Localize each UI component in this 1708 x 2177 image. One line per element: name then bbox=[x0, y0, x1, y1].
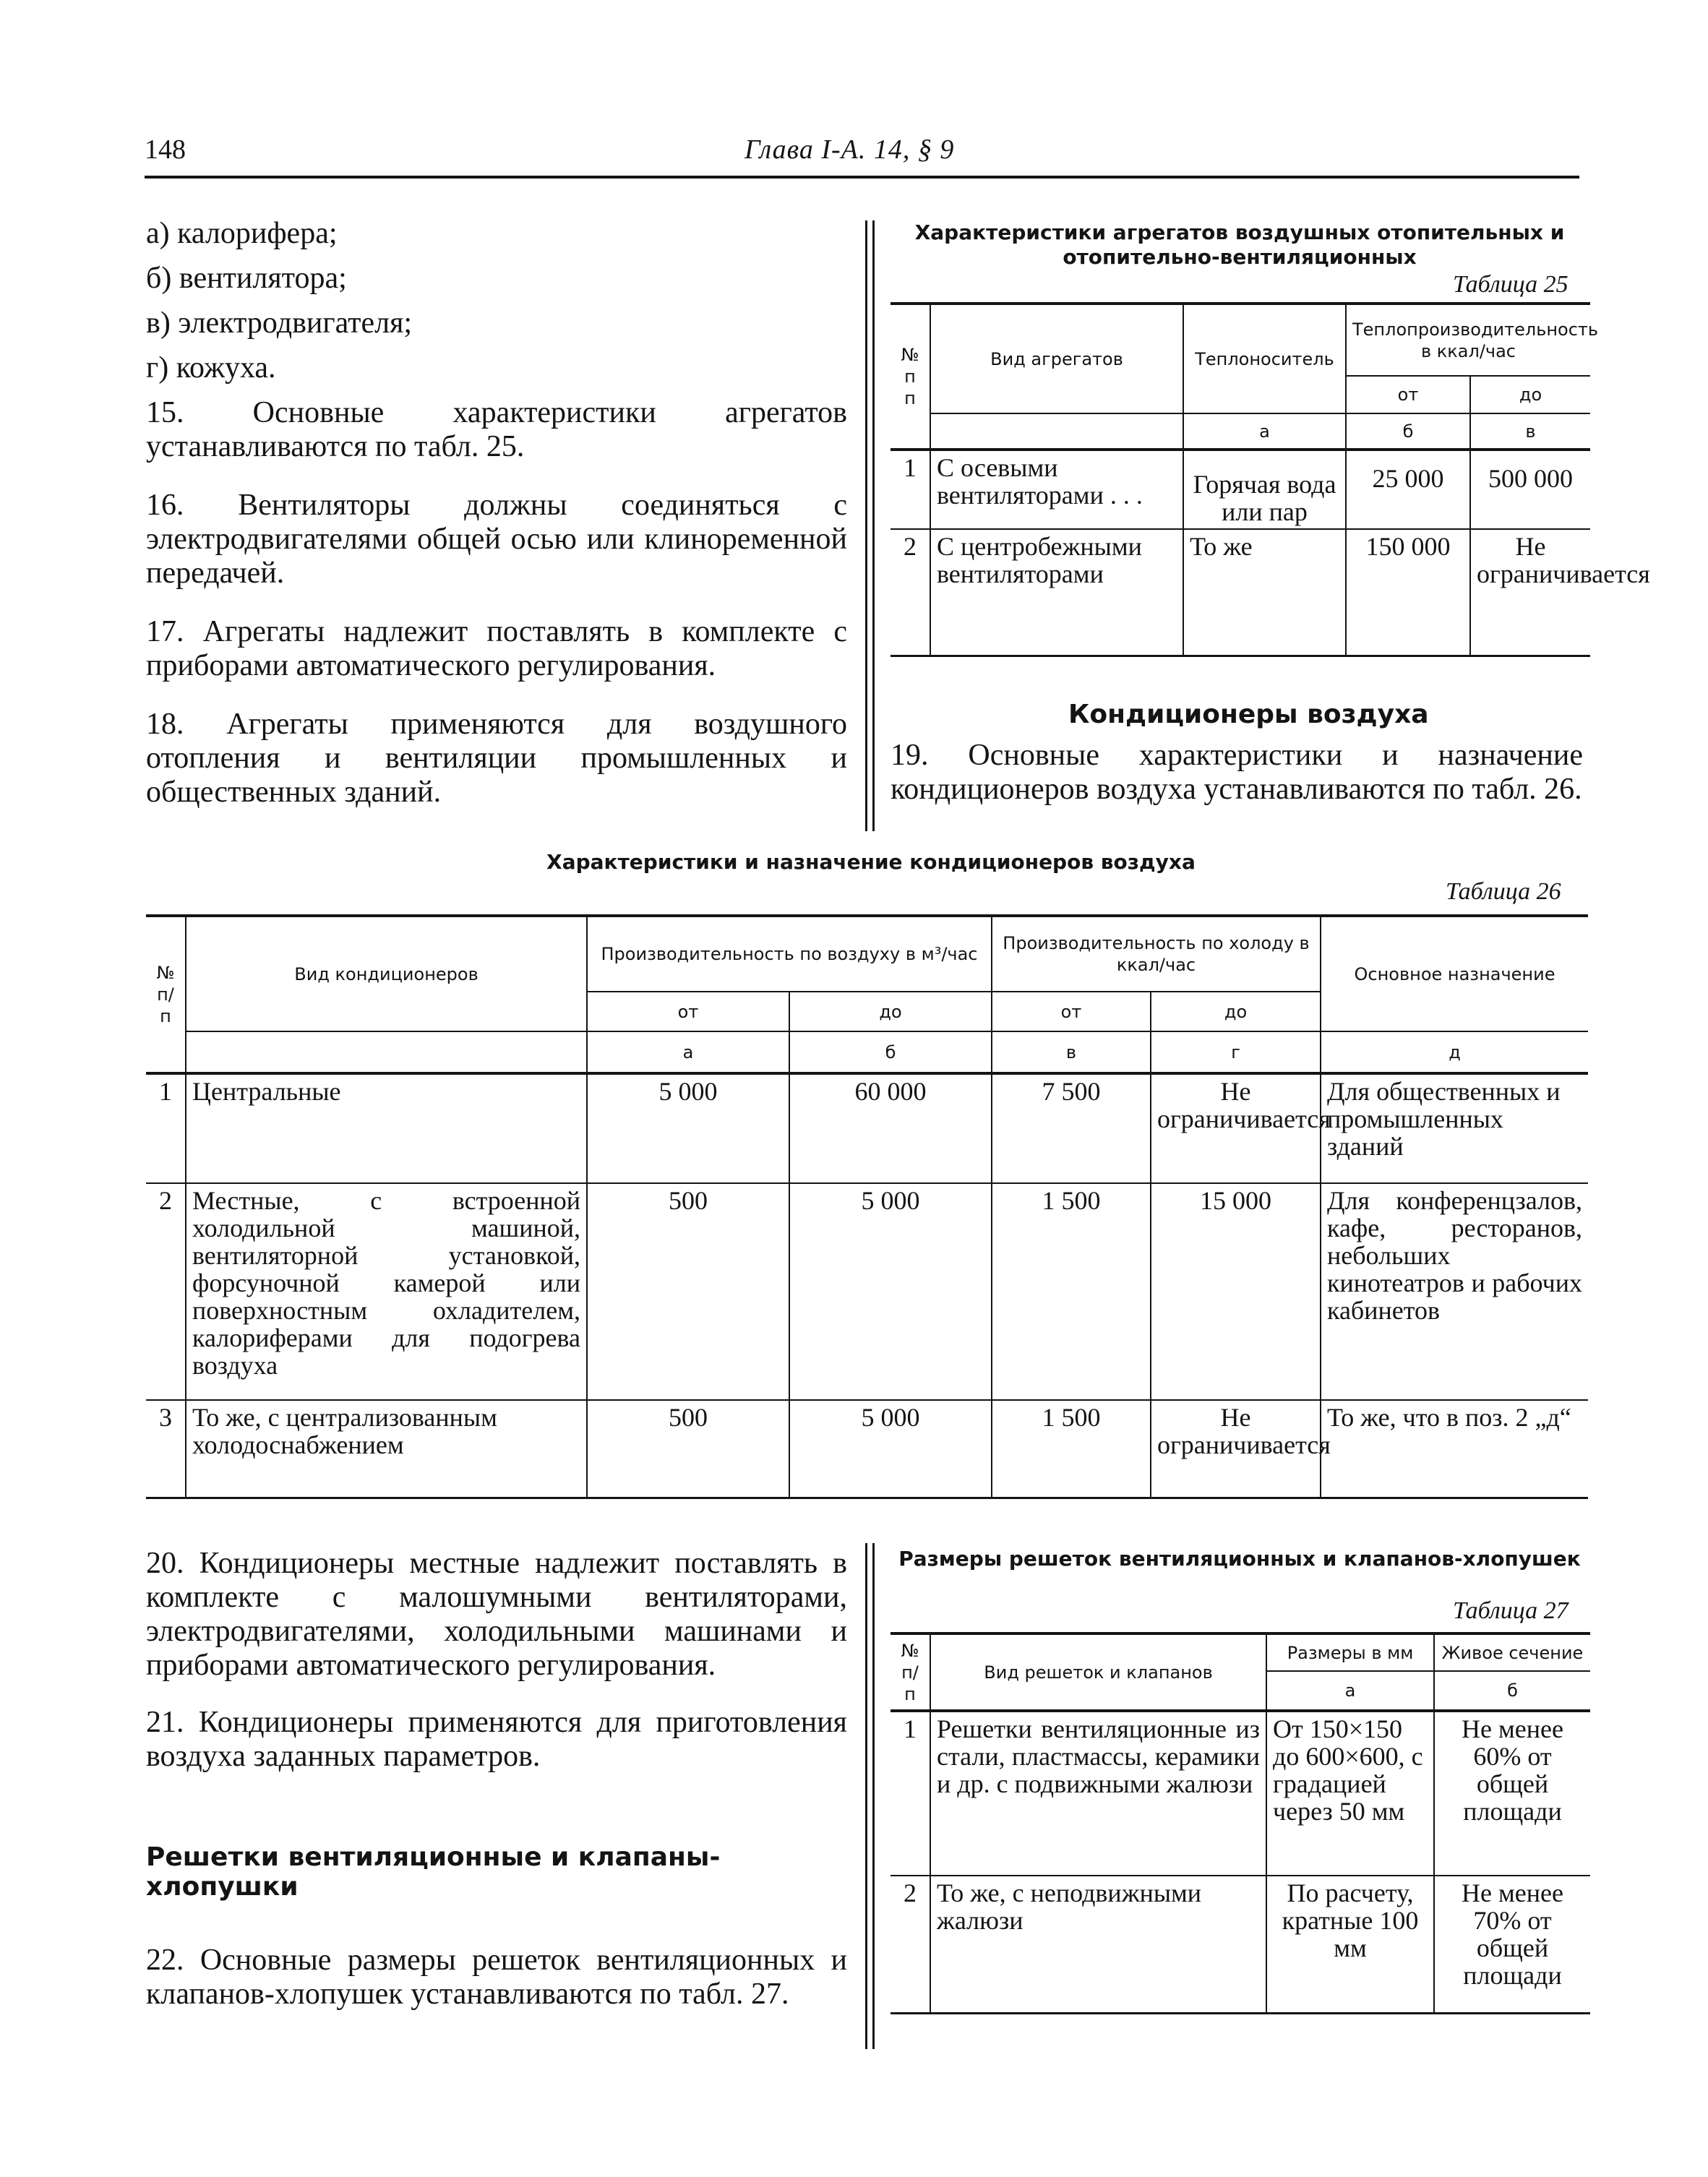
cell-cold-to: Не ограничивается bbox=[1151, 1400, 1321, 1498]
cell-kind: Решетки вентиляционные из стали, пластмассы, керамики и др. с подвижными жалюзи bbox=[930, 1711, 1266, 1876]
cell-from: 25 000 bbox=[1346, 450, 1470, 529]
cell-air-to: 5 000 bbox=[789, 1400, 992, 1498]
table25-col-v: в bbox=[1470, 413, 1590, 450]
header-rule bbox=[145, 176, 1579, 179]
table26-head-from: от bbox=[587, 992, 789, 1031]
table25-head-kind: Вид агрегатов bbox=[930, 304, 1183, 413]
table26-col-b: б bbox=[789, 1031, 992, 1073]
table25-head-to: до bbox=[1470, 376, 1590, 413]
table26-head-from: от bbox=[992, 992, 1151, 1031]
cell-size: По расчету, кратные 100 мм bbox=[1266, 1876, 1434, 2013]
cell-purpose: То же, что в поз. 2 „д“ bbox=[1321, 1400, 1588, 1498]
table26-caption: Характеристики и назначение кондиционеров воздуха bbox=[546, 850, 1196, 874]
table25-col-b: б bbox=[1346, 413, 1470, 450]
table26-head-air: Производительность по воздуху в м³/час bbox=[587, 916, 992, 992]
table25-head-capacity: Теплопроизводительность в ккал/час bbox=[1346, 304, 1590, 376]
table-row bbox=[146, 1073, 1588, 1183]
cell-cold-from: 1 500 bbox=[992, 1183, 1151, 1400]
cell-air-from: 500 bbox=[587, 1400, 789, 1498]
table26-col-empty bbox=[186, 1031, 587, 1073]
column-separator bbox=[872, 220, 875, 831]
cell-from: 150 000 bbox=[1346, 529, 1470, 656]
cell-cold-from: 7 500 bbox=[992, 1073, 1151, 1183]
table25 bbox=[891, 302, 1650, 657]
list-item: б) вентилятора; bbox=[146, 262, 347, 295]
table25-head-carrier: Теплоноситель bbox=[1183, 304, 1346, 413]
table27-col-a: а bbox=[1266, 1671, 1434, 1711]
table-row bbox=[891, 1711, 1590, 1876]
paragraph-18: 18. Агрегаты применяются для воздушного отопления и вентиляции промышленных и общественных зданий. bbox=[146, 708, 847, 809]
left-column-top bbox=[146, 217, 847, 810]
row-number: 2 bbox=[146, 1183, 186, 1400]
cell-cold-to: Не ограничивается bbox=[1151, 1073, 1321, 1183]
cell-to: Не ограничивается bbox=[1470, 529, 1590, 656]
page-number: 148 bbox=[145, 134, 186, 165]
cell-to: 500 000 bbox=[1470, 450, 1590, 529]
table26 bbox=[146, 914, 1588, 1499]
cell-purpose: Для общественных и промышленных зданий bbox=[1321, 1073, 1588, 1183]
cell-purpose: Для конференцзалов, кафе, ресторанов, небольших кинотеатров и рабочих кабинетов bbox=[1321, 1183, 1588, 1400]
table-row bbox=[891, 450, 1590, 529]
cell-cold-from: 1 500 bbox=[992, 1400, 1151, 1498]
paragraph-16: 16. Вентиляторы должны соединяться с электродвигателями общей осью или клиноременной передачей. bbox=[146, 489, 847, 590]
table-row bbox=[891, 1876, 1590, 2013]
cell-kind: Центральные bbox=[186, 1073, 587, 1183]
table26-head-kind: Вид кондиционеров bbox=[186, 916, 587, 1031]
table-row bbox=[891, 529, 1590, 656]
column-separator bbox=[872, 1543, 875, 2049]
cell-air-to: 5 000 bbox=[789, 1183, 992, 1400]
cell-kind: С осевыми вентиляторами . . . bbox=[930, 450, 1183, 529]
list-item: г) кожуха. bbox=[146, 351, 276, 385]
cell-open: Не менее 60% от общей площади bbox=[1434, 1711, 1590, 1876]
cell-air-from: 500 bbox=[587, 1183, 789, 1400]
table26-label: Таблица 26 bbox=[1446, 878, 1561, 905]
table25-label: Таблица 25 bbox=[1453, 271, 1568, 298]
table27-col-b: б bbox=[1434, 1671, 1590, 1711]
table25-caption: Характеристики агрегатов воздушных отопительных и отопительно-вентиляционных bbox=[914, 220, 1565, 269]
table26-head-purpose: Основное назначение bbox=[1321, 916, 1588, 1031]
paragraph-19: 19. Основные характеристики и назначение кондиционеров воздуха устанавливаются по табл. 26. bbox=[891, 739, 1583, 806]
cell-carrier: То же bbox=[1183, 529, 1346, 656]
row-number: 1 bbox=[891, 450, 930, 529]
row-number: 3 bbox=[146, 1400, 186, 1498]
section-title-grilles: Решетки вентиляционные и клапаны-хлопушки bbox=[146, 1842, 721, 1902]
cell-carrier: Горячая вода или пар bbox=[1183, 450, 1346, 529]
table27-head-kind: Вид решеток и клапанов bbox=[930, 1633, 1266, 1711]
table27-label: Таблица 27 bbox=[1453, 1597, 1568, 1624]
table25-head-from: от bbox=[1346, 376, 1470, 413]
cell-kind: То же, с централизованным холодоснабжением bbox=[186, 1400, 587, 1498]
paragraph-20: 20. Кондиционеры местные надлежит поставлять в комплекте с малошумными вентиляторами, электродвигателями, холодильными машинами и приборами автоматического регулирования. bbox=[146, 1547, 847, 1682]
paragraph-22: 22. Основные размеры решеток вентиляционных и клапанов-хлопушек устанавливаются по табл. 27. bbox=[146, 1944, 847, 2011]
table27-head-open: Живое сечение bbox=[1434, 1633, 1590, 1671]
cell-size: От 150×150 до 600×600, с градацией через 50 мм bbox=[1266, 1711, 1434, 1876]
list-item: а) калорифера; bbox=[146, 217, 338, 250]
running-title: Глава I-А. 14, § 9 bbox=[744, 134, 955, 165]
table27-caption: Размеры решеток вентиляционных и клапанов-хлопушек bbox=[898, 1547, 1581, 1571]
table26-col-a: а bbox=[587, 1031, 789, 1073]
row-number: 2 bbox=[891, 529, 930, 656]
table26-head-cold: Производительность по холоду в ккал/час bbox=[992, 916, 1321, 992]
table25-col-empty bbox=[930, 413, 1183, 450]
cell-kind: Местные, с встроенной холодильной машиной, вентиляторной установкой, форсуночной камерой или поверхностным охладителем, калориферами для подогрева воздуха bbox=[186, 1183, 587, 1400]
paragraph-21: 21. Кондиционеры применяются для приготовления воздуха заданных параметров. bbox=[146, 1706, 847, 1773]
row-number: 2 bbox=[891, 1876, 930, 2013]
table26-head-to: до bbox=[1151, 992, 1321, 1031]
section-title-conditioners: Кондиционеры воздуха bbox=[1068, 700, 1429, 729]
paragraph-15: 15. Основные характеристики агрегатов устанавливаются по табл. 25. bbox=[146, 396, 847, 463]
table27-head-num: № п/п bbox=[891, 1633, 930, 1711]
column-separator bbox=[865, 220, 867, 831]
table26-head-to: до bbox=[789, 992, 992, 1031]
table26-col-d: д bbox=[1321, 1031, 1588, 1073]
table26-head-num: № п/п bbox=[146, 916, 186, 1073]
row-number: 1 bbox=[891, 1711, 930, 1876]
cell-open: Не менее 70% от общей площади bbox=[1434, 1876, 1590, 2013]
cell-kind: С центробежными вентиляторами bbox=[930, 529, 1183, 656]
cell-air-from: 5 000 bbox=[587, 1073, 789, 1183]
table26-col-v: в bbox=[992, 1031, 1151, 1073]
paragraph-17: 17. Агрегаты надлежит поставлять в комплекте с приборами автоматического регулирования. bbox=[146, 615, 847, 682]
column-separator bbox=[865, 1543, 867, 2049]
table-row bbox=[146, 1400, 1588, 1498]
row-number: 1 bbox=[146, 1073, 186, 1183]
cell-cold-to: 15 000 bbox=[1151, 1183, 1321, 1400]
table25-col-a: а bbox=[1183, 413, 1346, 450]
table25-head-num: № п п bbox=[891, 304, 930, 450]
table27 bbox=[891, 1632, 1590, 2014]
table-row bbox=[146, 1183, 1588, 1400]
cell-air-to: 60 000 bbox=[789, 1073, 992, 1183]
table26-col-g: г bbox=[1151, 1031, 1321, 1073]
table27-head-size: Размеры в мм bbox=[1266, 1633, 1434, 1671]
left-column-bottom bbox=[146, 1547, 847, 2011]
list-item: в) электродвигателя; bbox=[146, 306, 413, 340]
cell-kind: То же, с неподвижными жалюзи bbox=[930, 1876, 1266, 2013]
